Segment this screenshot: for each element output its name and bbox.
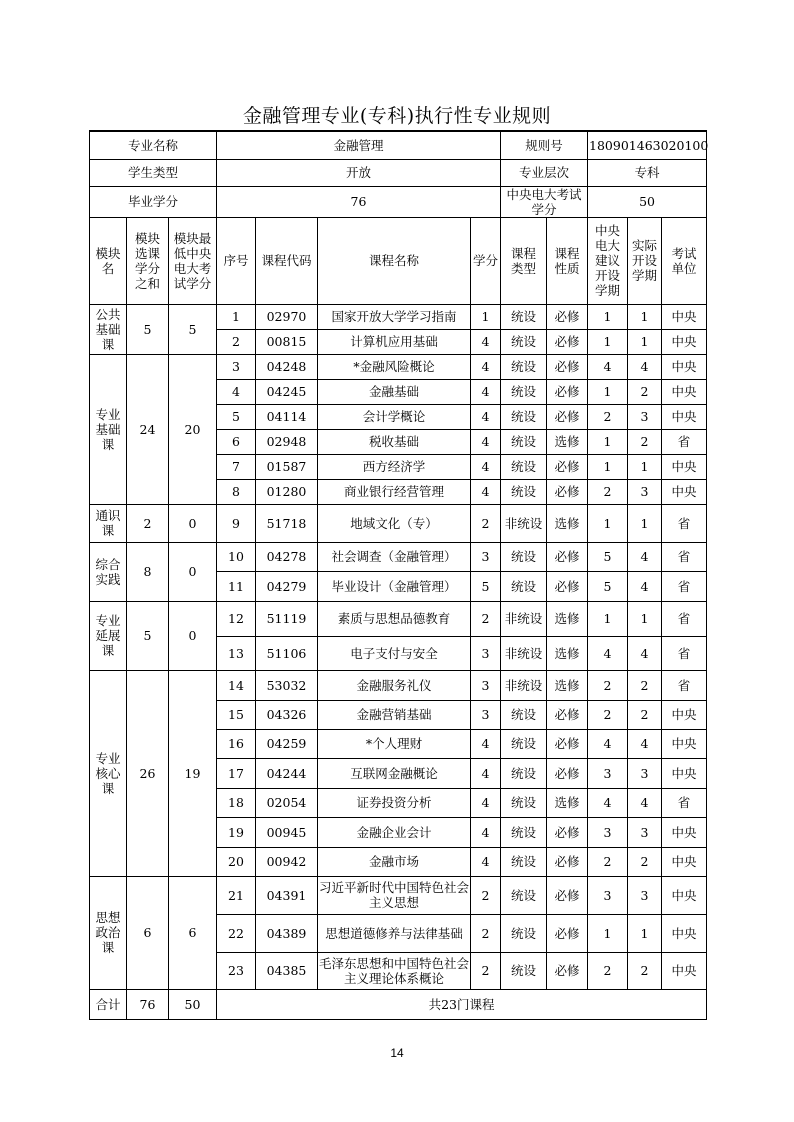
course-credit: 3 <box>471 636 501 670</box>
info-row <box>90 131 707 159</box>
course-name: 习近平新时代中国特色社会主义思想 <box>318 876 471 914</box>
course-code: 00945 <box>256 817 318 847</box>
course-seq: 19 <box>217 817 256 847</box>
course-nature: 选修 <box>547 504 588 542</box>
course-exam-unit: 省 <box>662 788 707 817</box>
course-actual-term: 3 <box>628 876 662 914</box>
course-type: 统设 <box>501 876 547 914</box>
course-code: 04389 <box>256 914 318 952</box>
module-elective-sum: 26 <box>127 670 169 876</box>
course-type: 统设 <box>501 429 547 454</box>
course-exam-unit: 中央 <box>662 952 707 989</box>
module-elective-sum: 6 <box>127 876 169 989</box>
header-module: 模块 名 <box>90 217 127 304</box>
course-exam-unit: 中央 <box>662 304 707 329</box>
course-nature: 必修 <box>547 817 588 847</box>
course-name: 西方经济学 <box>318 454 471 479</box>
course-seq: 20 <box>217 847 256 876</box>
course-seq: 21 <box>217 876 256 914</box>
course-type: 统设 <box>501 454 547 479</box>
course-actual-term: 2 <box>628 847 662 876</box>
course-suggest-term: 1 <box>588 454 628 479</box>
course-seq: 8 <box>217 479 256 504</box>
rule-no-value: 180901463020100 <box>588 131 707 159</box>
course-exam-unit: 中央 <box>662 729 707 758</box>
course-suggest-term: 2 <box>588 847 628 876</box>
course-nature: 选修 <box>547 670 588 700</box>
total-label: 合计 <box>90 989 127 1019</box>
course-seq: 15 <box>217 700 256 729</box>
course-seq: 2 <box>217 329 256 354</box>
course-name: 会计学概论 <box>318 404 471 429</box>
course-exam-unit: 中央 <box>662 876 707 914</box>
course-credit: 2 <box>471 876 501 914</box>
course-exam-unit: 中央 <box>662 847 707 876</box>
course-credit: 4 <box>471 404 501 429</box>
course-exam-unit: 省 <box>662 571 707 601</box>
course-credit: 4 <box>471 847 501 876</box>
course-credit: 3 <box>471 670 501 700</box>
course-actual-term: 2 <box>628 429 662 454</box>
module-min-central: 6 <box>169 876 217 989</box>
module-elective-sum: 5 <box>127 601 169 670</box>
course-seq: 18 <box>217 788 256 817</box>
course-name: 计算机应用基础 <box>318 329 471 354</box>
course-suggest-term: 3 <box>588 817 628 847</box>
course-exam-unit: 中央 <box>662 354 707 379</box>
table-row <box>90 876 707 914</box>
course-suggest-term: 2 <box>588 479 628 504</box>
course-suggest-term: 1 <box>588 914 628 952</box>
course-seq: 22 <box>217 914 256 952</box>
course-suggest-term: 2 <box>588 952 628 989</box>
module-name: 思想 政治 课 <box>90 876 127 989</box>
course-type: 统设 <box>501 914 547 952</box>
course-code: 04114 <box>256 404 318 429</box>
course-seq: 23 <box>217 952 256 989</box>
student-type-value: 开放 <box>217 159 501 186</box>
course-actual-term: 1 <box>628 914 662 952</box>
course-nature: 必修 <box>547 354 588 379</box>
course-code: 02970 <box>256 304 318 329</box>
module-name: 公共 基础 课 <box>90 304 127 354</box>
course-code: 01587 <box>256 454 318 479</box>
course-suggest-term: 3 <box>588 876 628 914</box>
course-exam-unit: 中央 <box>662 404 707 429</box>
course-code: 04391 <box>256 876 318 914</box>
course-credit: 4 <box>471 758 501 788</box>
course-nature: 必修 <box>547 329 588 354</box>
course-type: 统设 <box>501 304 547 329</box>
course-code: 51718 <box>256 504 318 542</box>
course-credit: 4 <box>471 454 501 479</box>
course-type: 统设 <box>501 354 547 379</box>
header-nature: 课程 性质 <box>547 217 588 304</box>
header-min-central: 模块最 低中央 电大考 试学分 <box>169 217 217 304</box>
course-code: 53032 <box>256 670 318 700</box>
central-credits-value: 50 <box>588 186 707 217</box>
course-type: 统设 <box>501 788 547 817</box>
course-code: 02948 <box>256 429 318 454</box>
course-code: 04385 <box>256 952 318 989</box>
course-name: 金融服务礼仪 <box>318 670 471 700</box>
course-nature: 必修 <box>547 379 588 404</box>
course-name: 互联网金融概论 <box>318 758 471 788</box>
course-code: 02054 <box>256 788 318 817</box>
course-actual-term: 2 <box>628 670 662 700</box>
course-suggest-term: 4 <box>588 788 628 817</box>
course-name: *金融风险概论 <box>318 354 471 379</box>
course-credit: 2 <box>471 914 501 952</box>
module-min-central: 5 <box>169 304 217 354</box>
course-credit: 3 <box>471 542 501 571</box>
course-exam-unit: 中央 <box>662 914 707 952</box>
total-row <box>90 989 707 1019</box>
course-type: 非统设 <box>501 636 547 670</box>
course-seq: 4 <box>217 379 256 404</box>
course-exam-unit: 中央 <box>662 758 707 788</box>
course-seq: 9 <box>217 504 256 542</box>
course-nature: 必修 <box>547 847 588 876</box>
course-suggest-term: 1 <box>588 329 628 354</box>
course-nature: 必修 <box>547 404 588 429</box>
course-actual-term: 1 <box>628 504 662 542</box>
course-actual-term: 4 <box>628 636 662 670</box>
module-elective-sum: 8 <box>127 542 169 601</box>
page-number: 14 <box>390 1046 404 1060</box>
grad-credits-label: 毕业学分 <box>90 186 217 217</box>
course-actual-term: 1 <box>628 601 662 636</box>
major-name-value: 金融管理 <box>217 131 501 159</box>
header-suggest-term: 中央 电大 建议 开设 学期 <box>588 217 628 304</box>
course-suggest-term: 2 <box>588 404 628 429</box>
course-credit: 4 <box>471 329 501 354</box>
header-elective-sum: 模块 选课 学分 之和 <box>127 217 169 304</box>
course-seq: 5 <box>217 404 256 429</box>
course-type: 统设 <box>501 542 547 571</box>
course-exam-unit: 中央 <box>662 817 707 847</box>
course-exam-unit: 中央 <box>662 329 707 354</box>
course-exam-unit: 中央 <box>662 454 707 479</box>
course-type: 非统设 <box>501 670 547 700</box>
course-code: 04259 <box>256 729 318 758</box>
course-name: 电子支付与安全 <box>318 636 471 670</box>
course-exam-unit: 省 <box>662 542 707 571</box>
course-name: 商业银行经营管理 <box>318 479 471 504</box>
course-credit: 4 <box>471 729 501 758</box>
course-nature: 必修 <box>547 758 588 788</box>
course-nature: 选修 <box>547 429 588 454</box>
course-seq: 17 <box>217 758 256 788</box>
course-credit: 2 <box>471 601 501 636</box>
course-actual-term: 2 <box>628 379 662 404</box>
course-actual-term: 2 <box>628 952 662 989</box>
central-credits-label: 中央电大考试学分 <box>501 186 588 217</box>
course-code: 51106 <box>256 636 318 670</box>
course-type: 统设 <box>501 847 547 876</box>
course-seq: 10 <box>217 542 256 571</box>
header-name: 课程名称 <box>318 217 471 304</box>
rule-no-label: 规则号 <box>501 131 588 159</box>
course-exam-unit: 省 <box>662 601 707 636</box>
course-exam-unit: 省 <box>662 504 707 542</box>
course-actual-term: 1 <box>628 329 662 354</box>
course-code: 51119 <box>256 601 318 636</box>
course-nature: 必修 <box>547 914 588 952</box>
info-row <box>90 186 707 217</box>
course-name: 税收基础 <box>318 429 471 454</box>
course-credit: 4 <box>471 817 501 847</box>
course-code: 04326 <box>256 700 318 729</box>
course-seq: 11 <box>217 571 256 601</box>
course-actual-term: 4 <box>628 571 662 601</box>
module-name: 综合 实践 <box>90 542 127 601</box>
course-credit: 1 <box>471 304 501 329</box>
course-type: 非统设 <box>501 504 547 542</box>
module-name: 专业 核心 课 <box>90 670 127 876</box>
module-min-central: 0 <box>169 601 217 670</box>
course-type: 统设 <box>501 379 547 404</box>
header-code: 课程代码 <box>256 217 318 304</box>
course-suggest-term: 4 <box>588 729 628 758</box>
course-type: 统设 <box>501 758 547 788</box>
course-credit: 4 <box>471 354 501 379</box>
course-suggest-term: 1 <box>588 504 628 542</box>
course-credit: 2 <box>471 952 501 989</box>
course-actual-term: 4 <box>628 729 662 758</box>
module-elective-sum: 24 <box>127 354 169 504</box>
course-nature: 必修 <box>547 542 588 571</box>
total-elective-sum: 76 <box>127 989 169 1019</box>
course-nature: 必修 <box>547 952 588 989</box>
course-seq: 7 <box>217 454 256 479</box>
course-suggest-term: 1 <box>588 379 628 404</box>
table-row <box>90 504 707 542</box>
course-actual-term: 4 <box>628 542 662 571</box>
course-type: 统设 <box>501 404 547 429</box>
course-type: 统设 <box>501 479 547 504</box>
page-title: 金融管理专业(专科)执行性专业规则 <box>242 105 552 127</box>
course-code: 04278 <box>256 542 318 571</box>
course-suggest-term: 5 <box>588 571 628 601</box>
level-label: 专业层次 <box>501 159 588 186</box>
course-actual-term: 3 <box>628 479 662 504</box>
course-actual-term: 1 <box>628 304 662 329</box>
course-actual-term: 4 <box>628 788 662 817</box>
module-name: 通识 课 <box>90 504 127 542</box>
course-suggest-term: 4 <box>588 354 628 379</box>
course-nature: 选修 <box>547 788 588 817</box>
info-row <box>90 159 707 186</box>
table-row <box>90 542 707 571</box>
course-type: 统设 <box>501 817 547 847</box>
course-type: 统设 <box>501 952 547 989</box>
course-name: 金融营销基础 <box>318 700 471 729</box>
major-name-label: 专业名称 <box>90 131 217 159</box>
course-suggest-term: 1 <box>588 304 628 329</box>
course-suggest-term: 1 <box>588 601 628 636</box>
course-name: 国家开放大学学习指南 <box>318 304 471 329</box>
total-summary: 共23门课程 <box>217 989 707 1019</box>
course-suggest-term: 2 <box>588 700 628 729</box>
course-name: 金融基础 <box>318 379 471 404</box>
course-type: 统设 <box>501 700 547 729</box>
course-type: 非统设 <box>501 601 547 636</box>
module-min-central: 0 <box>169 542 217 601</box>
course-seq: 13 <box>217 636 256 670</box>
course-actual-term: 3 <box>628 404 662 429</box>
course-name: 地域文化（专） <box>318 504 471 542</box>
course-credit: 4 <box>471 379 501 404</box>
course-code: 00815 <box>256 329 318 354</box>
course-nature: 选修 <box>547 601 588 636</box>
course-code: 00942 <box>256 847 318 876</box>
course-nature: 必修 <box>547 479 588 504</box>
course-suggest-term: 5 <box>588 542 628 571</box>
course-seq: 14 <box>217 670 256 700</box>
course-credit: 5 <box>471 571 501 601</box>
module-min-central: 20 <box>169 354 217 504</box>
course-nature: 必修 <box>547 304 588 329</box>
student-type-label: 学生类型 <box>90 159 217 186</box>
total-min-central: 50 <box>169 989 217 1019</box>
course-credit: 4 <box>471 788 501 817</box>
course-name: 证券投资分析 <box>318 788 471 817</box>
course-exam-unit: 中央 <box>662 379 707 404</box>
table-row <box>90 601 707 636</box>
course-seq: 12 <box>217 601 256 636</box>
course-suggest-term: 3 <box>588 758 628 788</box>
course-suggest-term: 2 <box>588 670 628 700</box>
header-exam-unit: 考试 单位 <box>662 217 707 304</box>
course-code: 04248 <box>256 354 318 379</box>
course-nature: 必修 <box>547 454 588 479</box>
course-name: 毛泽东思想和中国特色社会主义理论体系概论 <box>318 952 471 989</box>
course-actual-term: 3 <box>628 817 662 847</box>
course-exam-unit: 中央 <box>662 700 707 729</box>
course-code: 04279 <box>256 571 318 601</box>
grad-credits-value: 76 <box>217 186 501 217</box>
course-name: *个人理财 <box>318 729 471 758</box>
course-seq: 6 <box>217 429 256 454</box>
module-min-central: 19 <box>169 670 217 876</box>
table-row <box>90 354 707 379</box>
table-row <box>90 670 707 700</box>
course-credit: 2 <box>471 504 501 542</box>
course-nature: 必修 <box>547 729 588 758</box>
course-suggest-term: 1 <box>588 429 628 454</box>
course-actual-term: 2 <box>628 700 662 729</box>
rules-table <box>89 130 707 1020</box>
course-code: 01280 <box>256 479 318 504</box>
module-min-central: 0 <box>169 504 217 542</box>
course-exam-unit: 省 <box>662 429 707 454</box>
header-seq: 序号 <box>217 217 256 304</box>
course-type: 统设 <box>501 329 547 354</box>
course-name: 毕业设计（金融管理） <box>318 571 471 601</box>
course-suggest-term: 4 <box>588 636 628 670</box>
header-actual-term: 实际 开设 学期 <box>628 217 662 304</box>
course-actual-term: 4 <box>628 354 662 379</box>
course-name: 素质与思想品德教育 <box>318 601 471 636</box>
course-name: 金融市场 <box>318 847 471 876</box>
header-row <box>90 217 707 304</box>
course-seq: 3 <box>217 354 256 379</box>
header-credit: 学分 <box>471 217 501 304</box>
header-type: 课程 类型 <box>501 217 547 304</box>
course-name: 思想道德修养与法律基础 <box>318 914 471 952</box>
course-actual-term: 3 <box>628 758 662 788</box>
course-exam-unit: 省 <box>662 670 707 700</box>
course-credit: 4 <box>471 429 501 454</box>
module-name: 专业 延展 课 <box>90 601 127 670</box>
course-seq: 16 <box>217 729 256 758</box>
course-name: 社会调查（金融管理） <box>318 542 471 571</box>
course-nature: 必修 <box>547 700 588 729</box>
course-name: 金融企业会计 <box>318 817 471 847</box>
module-name: 专业 基础 课 <box>90 354 127 504</box>
course-type: 统设 <box>501 729 547 758</box>
course-code: 04245 <box>256 379 318 404</box>
course-seq: 1 <box>217 304 256 329</box>
course-credit: 3 <box>471 700 501 729</box>
level-value: 专科 <box>588 159 707 186</box>
course-exam-unit: 中央 <box>662 479 707 504</box>
module-elective-sum: 5 <box>127 304 169 354</box>
course-actual-term: 1 <box>628 454 662 479</box>
course-type: 统设 <box>501 571 547 601</box>
course-code: 04244 <box>256 758 318 788</box>
table-row <box>90 304 707 329</box>
course-credit: 4 <box>471 479 501 504</box>
course-exam-unit: 省 <box>662 636 707 670</box>
course-nature: 必修 <box>547 571 588 601</box>
module-elective-sum: 2 <box>127 504 169 542</box>
course-nature: 必修 <box>547 876 588 914</box>
course-nature: 选修 <box>547 636 588 670</box>
